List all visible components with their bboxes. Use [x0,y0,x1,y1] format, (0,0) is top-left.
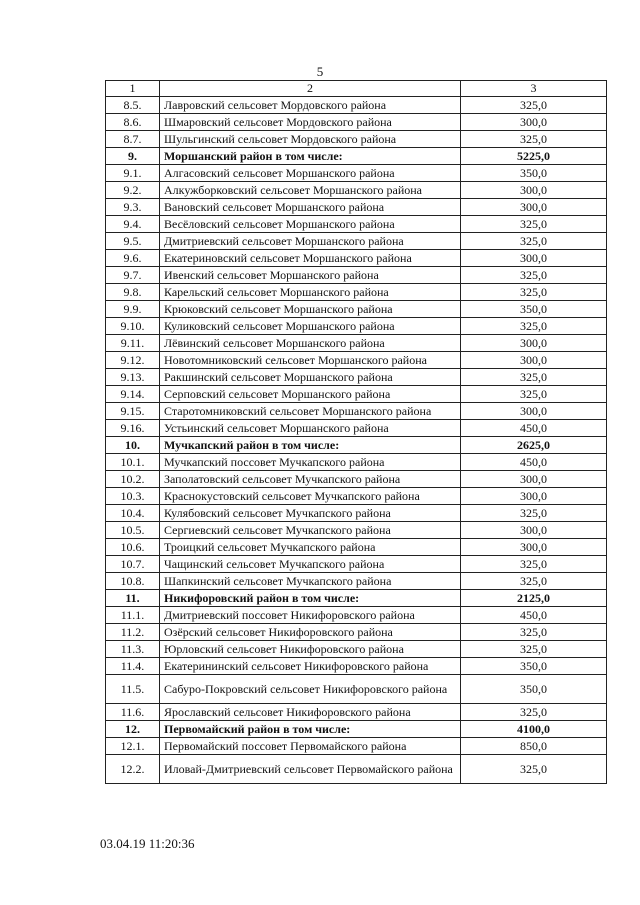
district-total-row [106,437,607,454]
row-name: Екатерининский сельсовет Никифоровского района [160,658,461,675]
row-number: 9.6. [106,250,160,267]
row-number: 10.7. [106,556,160,573]
row-name: Карельский сельсовет Моршанского района [160,284,461,301]
row-number: 9. [106,148,160,165]
row-name: Шульгинский сельсовет Мордовского района [160,131,461,148]
row-number: 11.1. [106,607,160,624]
row-name: Сергиевский сельсовет Мучкапского района [160,522,461,539]
row-value: 325,0 [461,97,607,114]
row-value: 300,0 [461,114,607,131]
row-value: 300,0 [461,488,607,505]
table-row [106,182,607,199]
row-number: 10.3. [106,488,160,505]
row-name: Старотомниковский сельсовет Моршанского района [160,403,461,420]
row-value: 350,0 [461,658,607,675]
row-name: Куликовский сельсовет Моршанского района [160,318,461,335]
row-name: Ярославский сельсовет Никифоровского района [160,704,461,721]
table-row [106,658,607,675]
table-row [106,131,607,148]
row-number: 11.4. [106,658,160,675]
table-row [106,471,607,488]
row-number: 9.9. [106,301,160,318]
row-value: 325,0 [461,573,607,590]
row-name: Кулябовский сельсовет Мучкапского района [160,505,461,522]
row-value: 350,0 [461,165,607,182]
row-value: 325,0 [461,216,607,233]
row-name: Первомайский район в том числе: [160,721,461,738]
table-row [106,704,607,721]
table-row [106,624,607,641]
row-number: 9.14. [106,386,160,403]
row-name: Моршанский район в том числе: [160,148,461,165]
table-row [106,522,607,539]
table-row [106,607,607,624]
row-value: 325,0 [461,233,607,250]
row-name: Мучкапский район в том числе: [160,437,461,454]
row-number: 9.8. [106,284,160,301]
row-name: Никифоровский район в том числе: [160,590,461,607]
row-number: 9.1. [106,165,160,182]
row-name: Весёловский сельсовет Моршанского района [160,216,461,233]
row-name: Устьинский сельсовет Моршанского района [160,420,461,437]
row-name: Сабуро-Покровский сельсовет Никифоровского района [160,675,461,704]
row-number: 10.8. [106,573,160,590]
district-total-row [106,721,607,738]
table-row [106,556,607,573]
row-number: 9.10. [106,318,160,335]
table-row [106,420,607,437]
print-timestamp: 03.04.19 11:20:36 [100,836,195,851]
row-number: 9.4. [106,216,160,233]
row-name: Ракшинский сельсовет Моршанского района [160,369,461,386]
row-name: Краснокустовский сельсовет Мучкапского района [160,488,461,505]
row-value: 450,0 [461,607,607,624]
row-value: 300,0 [461,250,607,267]
header-col-1: 1 [106,81,160,97]
table-row [106,165,607,182]
row-number: 12.1. [106,738,160,755]
row-number: 8.5. [106,97,160,114]
row-value: 325,0 [461,386,607,403]
row-name: Иловай-Дмитриевский сельсовет Первомайского района [160,755,461,784]
row-value: 5225,0 [461,148,607,165]
row-name: Озёрский сельсовет Никифоровского района [160,624,461,641]
row-value: 300,0 [461,352,607,369]
row-value: 2125,0 [461,590,607,607]
table-row [106,114,607,131]
row-name: Заполатовский сельсовет Мучкапского района [160,471,461,488]
row-value: 325,0 [461,624,607,641]
table-row [106,250,607,267]
row-name: Юрловский сельсовет Никифоровского района [160,641,461,658]
row-number: 10.4. [106,505,160,522]
row-value: 450,0 [461,454,607,471]
row-name: Шмаровский сельсовет Мордовского района [160,114,461,131]
row-value: 325,0 [461,755,607,784]
row-name: Троицкий сельсовет Мучкапского района [160,539,461,556]
row-name: Мучкапский поссовет Мучкапского района [160,454,461,471]
row-name: Алгасовский сельсовет Моршанского района [160,165,461,182]
district-total-row [106,590,607,607]
table-row [106,573,607,590]
row-number: 12.2. [106,755,160,784]
page-number: 5 [316,64,324,79]
row-number: 9.7. [106,267,160,284]
row-name: Серповский сельсовет Моршанского района [160,386,461,403]
row-name: Дмитриевский сельсовет Моршанского района [160,233,461,250]
row-value: 300,0 [461,182,607,199]
row-name: Крюковский сельсовет Моршанского района [160,301,461,318]
row-number: 10.1. [106,454,160,471]
row-name: Первомайский поссовет Первомайского района [160,738,461,755]
row-value: 300,0 [461,403,607,420]
row-number: 8.7. [106,131,160,148]
row-value: 350,0 [461,301,607,318]
row-value: 350,0 [461,675,607,704]
row-value: 300,0 [461,522,607,539]
table-row [106,233,607,250]
table-row [106,369,607,386]
row-value: 300,0 [461,471,607,488]
row-number: 9.2. [106,182,160,199]
row-value: 325,0 [461,267,607,284]
row-value: 300,0 [461,335,607,352]
table-row [106,755,607,784]
row-number: 9.15. [106,403,160,420]
table-row [106,738,607,755]
table-row [106,641,607,658]
table-header-row [106,81,607,97]
row-number: 10.5. [106,522,160,539]
row-number: 9.11. [106,335,160,352]
row-name: Лёвинский сельсовет Моршанского района [160,335,461,352]
row-value: 325,0 [461,131,607,148]
table-row [106,386,607,403]
row-number: 9.3. [106,199,160,216]
row-value: 325,0 [461,641,607,658]
row-name: Алкужборковский сельсовет Моршанского района [160,182,461,199]
row-name: Чащинский сельсовет Мучкапского района [160,556,461,573]
row-value: 850,0 [461,738,607,755]
table-row [106,199,607,216]
row-value: 2625,0 [461,437,607,454]
row-name: Ивенский сельсовет Моршанского района [160,267,461,284]
row-number: 11.5. [106,675,160,704]
table-row [106,318,607,335]
table-row [106,352,607,369]
row-value: 4100,0 [461,721,607,738]
header-col-3: 3 [461,81,607,97]
row-number: 10.6. [106,539,160,556]
row-value: 450,0 [461,420,607,437]
row-number: 8.6. [106,114,160,131]
table-row [106,454,607,471]
allocation-table [105,80,607,784]
table-row [106,284,607,301]
row-number: 9.13. [106,369,160,386]
row-number: 10.2. [106,471,160,488]
row-number: 11. [106,590,160,607]
row-number: 9.5. [106,233,160,250]
row-name: Новотомниковский сельсовет Моршанского района [160,352,461,369]
row-number: 10. [106,437,160,454]
row-value: 325,0 [461,318,607,335]
row-name: Дмитриевский поссовет Никифоровского района [160,607,461,624]
row-value: 325,0 [461,556,607,573]
row-value: 325,0 [461,505,607,522]
row-name: Екатериновский сельсовет Моршанского района [160,250,461,267]
table-row [106,505,607,522]
table-row [106,335,607,352]
row-number: 12. [106,721,160,738]
table-row [106,403,607,420]
row-name: Лавровский сельсовет Мордовского района [160,97,461,114]
table-row [106,216,607,233]
row-value: 325,0 [461,284,607,301]
table-row [106,488,607,505]
table-row [106,675,607,704]
row-name: Шапкинский сельсовет Мучкапского района [160,573,461,590]
row-number: 11.2. [106,624,160,641]
row-name: Вановский сельсовет Моршанского района [160,199,461,216]
row-number: 9.12. [106,352,160,369]
row-value: 300,0 [461,539,607,556]
header-col-2: 2 [160,81,461,97]
table-row [106,301,607,318]
row-value: 325,0 [461,369,607,386]
row-number: 11.3. [106,641,160,658]
table-row [106,267,607,284]
row-value: 300,0 [461,199,607,216]
table-row [106,97,607,114]
row-number: 11.6. [106,704,160,721]
row-number: 9.16. [106,420,160,437]
table-row [106,539,607,556]
district-total-row [106,148,607,165]
row-value: 325,0 [461,704,607,721]
